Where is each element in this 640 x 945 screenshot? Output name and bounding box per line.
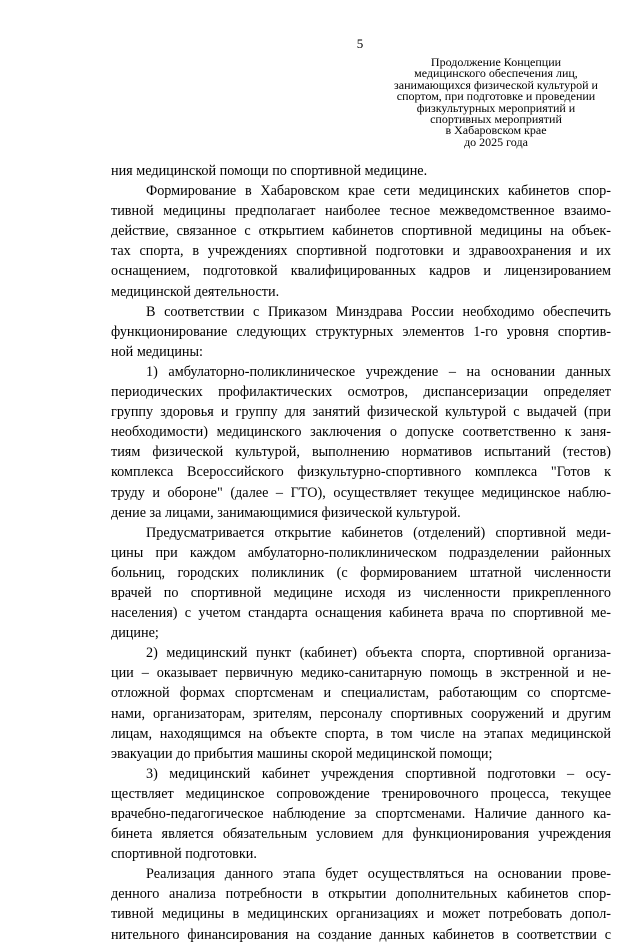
text-line: тивной медицины предполагает наиболее тесное межведомственное взаимо- <box>111 203 611 220</box>
text-line: нительного финансирования на создание данных кабинетов в соответствии с <box>111 926 611 943</box>
text-line: врачей по спортивной медицине исходя из численности прикрепленного <box>111 584 611 601</box>
text-line: бинета является обязательным условием для функционирования учреждения <box>111 826 611 843</box>
text-line: тиям физической культурой, выполнению нормативов испытаний (тестов) <box>111 444 611 461</box>
text-line: В соответствии с Приказом Минздрава России необходимо обеспечить <box>146 303 611 320</box>
text-line: нами, организаторам, зрителям, персоналу спортивных сооружений и другим <box>111 705 611 722</box>
text-line: тах спорта, в учреждениях спортивной подготовки и здравоохранения и их <box>111 243 611 260</box>
continuation-header-line: Продолжение Концепции <box>430 55 562 69</box>
continuation-header <box>372 57 620 148</box>
continuation-header-line: медицинского обеспечения лиц, <box>414 66 578 81</box>
paragraph <box>111 643 611 764</box>
text-line: оснащением, подготовкой квалифицированных кадров и лицензированием <box>111 263 611 280</box>
text-line: дицине; <box>111 625 159 642</box>
text-line: Предусматривается открытие кабинетов (отделений) спортивной меди- <box>146 524 611 541</box>
text-line: Реализация данного этапа будет осуществляться на основании прове- <box>146 866 611 883</box>
text-line: ной медицины: <box>111 343 203 360</box>
text-line: цины при каждом амбулаторно-поликлиническом подразделении районных <box>111 544 611 561</box>
text-line: труду и обороне" (далее – ГТО), осуществляет текущее медицинское наблю- <box>111 484 611 501</box>
text-line: дение за лицами, занимающимися физической культурой. <box>111 504 461 521</box>
continuation-header-line: спортом, при подготовке и проведении <box>396 89 596 104</box>
continuation-header-line: в Хабаровском крае <box>445 123 547 138</box>
text-line: 3) медицинский кабинет учреждения спортивной подготовки – осу- <box>146 765 611 782</box>
paragraph <box>111 523 611 644</box>
text-line: 1) амбулаторно-поликлиническое учреждение – на основании данных <box>146 363 611 380</box>
text-line: лицам, находящимся на объекте спорта, в том числе на этапах медицинской <box>111 725 611 742</box>
page-number: 5 <box>356 36 364 51</box>
text-line: Формирование в Хабаровском крае сети медицинских кабинетов спор- <box>146 183 611 200</box>
text-line: населения) с учетом стандарта оснащения кабинета врача по спортивной ме- <box>111 605 611 622</box>
text-line: функционирование следующих структурных элементов 1-го уровня спортив- <box>111 323 611 340</box>
paragraph <box>111 764 611 864</box>
text-line: ции – оказывает первичную медико-санитарную помощь в экстренной и не- <box>111 665 611 682</box>
text-line: тивной медицины в медицинских организациях и может потребовать допол- <box>111 906 611 923</box>
text-line: комплекса Всероссийского физкультурно-спортивного комплекса "Готов к <box>111 464 611 481</box>
text-line: периодических профилактических осмотров, диспансеризации определяет <box>111 384 611 401</box>
paragraph <box>111 181 611 302</box>
paragraph <box>111 864 611 944</box>
text-line: ществляет медицинское сопровождение тренировочного процесса, текущее <box>111 785 611 802</box>
text-line: больниц, городских поликлиник (с формированием штатной численности <box>111 564 611 581</box>
continuation-header-line: до 2025 года <box>464 134 528 149</box>
continuation-header-line: спортивных мероприятий <box>430 112 562 127</box>
text-line: отложной формах спортсменам и специалистам, работающим со спортсме- <box>111 685 611 702</box>
text-line: медицинской деятельности. <box>111 283 280 300</box>
continuation-header-line: физкультурных мероприятий и <box>416 100 576 115</box>
paragraph <box>111 161 611 181</box>
text-line: врачебно-педагогическое наблюдение за спортсменами. Наличие данного ка- <box>111 806 611 822</box>
paragraph <box>111 302 611 362</box>
text-line: действие, связанное с открытием кабинетов спортивной медицины на объек- <box>111 223 611 240</box>
paragraph <box>111 362 611 523</box>
text-line: группу здоровья и группу для занятий физической культурой с выдачей (при <box>111 404 611 421</box>
text-line: ния медицинской помощи по спортивной медицине. <box>111 163 428 179</box>
text-line: 2) медицинский пункт (кабинет) объекта спорта, спортивной организа- <box>146 645 611 662</box>
text-line: спортивной подготовки. <box>111 846 257 863</box>
continuation-header-line: занимающихся физической культурой и <box>394 77 598 92</box>
document-body <box>111 161 611 945</box>
text-line: денного анализа потребности в открытии дополнительных кабинетов спор- <box>111 886 611 903</box>
text-line: необходимости) медицинского заключения о допуске соответственно к заня- <box>111 424 611 441</box>
text-line: эвакуации до прибытия машины скорой медицинской помощи; <box>111 745 493 762</box>
